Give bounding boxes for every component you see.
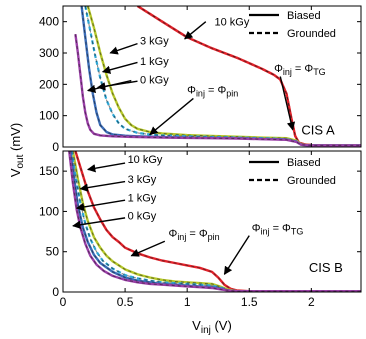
panel-b-arrow-5 [224,236,249,275]
panel-b-arrow-0 [88,163,125,169]
panel-b-annotation-4: $\Phi_{inj} = \Phi_{pin}$ [168,228,220,243]
panel-a-arrow-5 [150,98,193,134]
panel-b-ytick-label-0: 0 [52,285,59,299]
panel-a-annotation-0: 10 kGy [214,16,250,29]
panel-b-ytick-label-2: 100 [38,204,59,219]
panel-a-legend-label-0: Biased [287,10,321,22]
panel-a-ytick-label-0: 0 [52,140,59,154]
panel-a-arrow-1 [103,62,138,71]
panel-a-ytick-label-3: 300 [38,46,59,60]
panel-a-ytick-label-2: 200 [38,77,59,92]
panel-b-label: CIS B [308,259,343,275]
y-axis-label: $V_{out}$ (mV) [8,122,26,178]
panel-b-ytick-label-1: 50 [45,244,59,259]
panel-b-ytick-label-3: 150 [38,164,59,179]
panel-a-annotation-2: 1 kGy [139,55,169,68]
panel-b-legend-label-1: Grounded [287,175,336,187]
x-axis-label: $V_{inj}$ (V) [192,318,232,336]
panel-b-annotation-1: 3 kGy [127,174,157,187]
panel-a-arrow-6 [280,77,292,130]
panel-b-annotation-3: 0 kGy [127,210,157,223]
panel-a-arrow-4 [185,22,206,39]
panel-b-annotation-2: 1 kGy [127,192,157,205]
panel-b-legend-label-0: Biased [287,157,321,169]
panel-a-annotation-4: $\Phi_{inj} = \Phi_{pin}$ [187,84,239,99]
panel-a-label: CIS A [301,122,335,138]
panel-a-arrow-0 [110,44,137,53]
panel-a-ytick-label-4: 400 [38,14,59,29]
panel-a-annotation-5: $\Phi_{inj} = \Phi_{TG}$ [274,62,326,77]
panel-b-arrow-4 [131,241,165,256]
panel-a-annotation-1: 3 kGy [139,35,169,48]
panel-b-annotation-5: $\Phi_{inj} = \Phi_{TG}$ [251,222,304,237]
panel-b-xtick-label-3: 1.5 [240,295,258,309]
panel-a-ytick-label-1: 100 [38,108,59,123]
panel-b-annotation-0: 10 kGy [127,154,163,167]
panel-b-xtick-label-0: 0 [59,295,67,309]
panel-b-xtick-label-2: 1 [183,295,191,309]
panel-a-legend-label-1: Grounded [287,28,336,40]
panel-b-xtick-label-4: 2 [307,295,315,309]
panel-a-annotation-3: 0 kGy [139,74,169,87]
panel-b-xtick-label-1: 0.5 [116,295,134,309]
